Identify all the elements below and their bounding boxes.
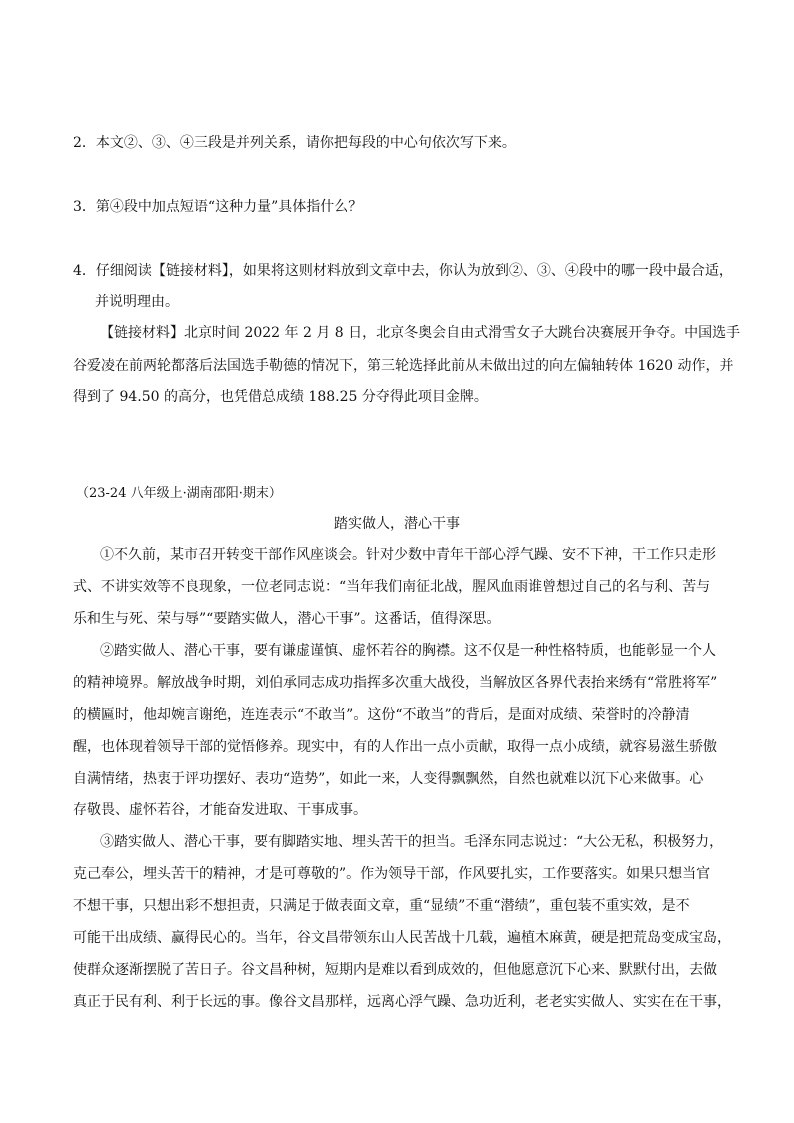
paragraph-2-line: ②踏实做人、潜心干事，要有谦虚谨慎、虚怀若谷的胸襟。这不仅是一种性格特质，也能彰显一个人	[100, 643, 716, 659]
paragraph-2-line: 存敬畏、虚怀若谷，才能奋发进取、干事成事。	[73, 802, 367, 818]
paragraph-3-line: 不想干事，只想出彩不想担责，只满足于做表面文章，重“显绩”不重“潜绩”，重包装不重实效，是不	[73, 898, 690, 914]
paragraph-3-line: 真正于民有利、利于长远的事。像谷文昌那样，远离心浮气躁、急功近利，老老实实做人、实实在在干事，	[73, 994, 731, 1010]
paragraph-1-line: 乐和生与死、荣与辱”“要踏实做人，潜心干事”。这番话，值得深思。	[73, 611, 501, 627]
question-2: 2．本文②、③、④三段是并列关系，请你把每段的中心句依次写下来。	[73, 135, 516, 151]
paragraph-2-line: 的横匾时，他却婉言谢绝，连连表示“不敢当”。这份“不敢当”的背后，是面对成绩、荣誉时的冷静清	[73, 707, 690, 723]
paragraph-2-line: 的精神境界。解放战争时期，刘伯承同志成功指挥多次重大战役，当解放区各界代表抬来绣有“常胜将军”	[73, 675, 718, 691]
paragraph-1-line: ①不久前，某市召开转变干部作风座谈会。针对少数中青年干部心浮气躁、安不下神，干工作只走形	[100, 547, 716, 563]
source-note: （23-24 八年级上·湖南邵阳·期末）	[76, 486, 282, 501]
link-material-line-1: 【链接材料】北京时间 2022 年 2 月 8 日，北京冬奥会自由式滑雪女子大跳台决赛展开争夺。中国选手	[100, 325, 741, 341]
link-material-line-3: 得到了 94.50 的高分，也凭借总成绩 188.25 分夺得此项目金牌。	[73, 389, 488, 405]
paragraph-3-line: 可能干出成绩、赢得民心的。当年，谷文昌带领东山人民苦战十几载，遍植木麻黄，硬是把荒岛变成宝岛，	[73, 930, 731, 946]
question-4-line-1: 4．仔细阅读【链接材料】，如果将这则材料放到文章中去，你认为放到②、③、④段中的哪一段中最合适，	[73, 263, 733, 279]
link-material-line-2: 谷爱凌在前两轮都落后法国选手勒德的情况下，第三轮选择此前从未做出过的向左偏轴转体 1620 动作，并	[73, 358, 734, 374]
paragraph-2-line: 醒，也体现着领导干部的觉悟修养。现实中，有的人作出一点小贡献，取得一点小成绩，就容易滋生骄傲	[73, 739, 717, 755]
paragraph-3-line: ③踏实做人、潜心干事，要有脚踏实地、埋头苦干的担当。毛泽东同志说过：“大公无私，积极努力，	[100, 834, 724, 850]
question-3: 3．第④段中加点短语“这种力量”具体指什么？	[73, 199, 363, 215]
paragraph-3-line: 使群众逐渐摆脱了苦日子。谷文昌种树，短期内是难以看到成效的，但他愿意沉下心来、默默付出，去做	[73, 962, 717, 978]
paragraph-1-line: 式、不讲实效等不良现象，一位老同志说：“当年我们南征北战，腥风血雨谁曾想过自己的名与利、苦与	[73, 579, 711, 595]
question-4-line-2: 并说明理由。	[95, 294, 179, 310]
article-title: 踏实做人，潜心干事	[334, 516, 460, 532]
paragraph-2-line: 自满情绪，热衷于评功摆好、表功“造势”，如此一来，人变得飘飘然，自然也就难以沉下心来做事。心	[73, 771, 704, 787]
paragraph-3-line: 克己奉公，埋头苦干的精神，才是可尊敬的”。作为领导干部，作风要扎实，工作要落实。如果只想当官	[73, 866, 711, 882]
